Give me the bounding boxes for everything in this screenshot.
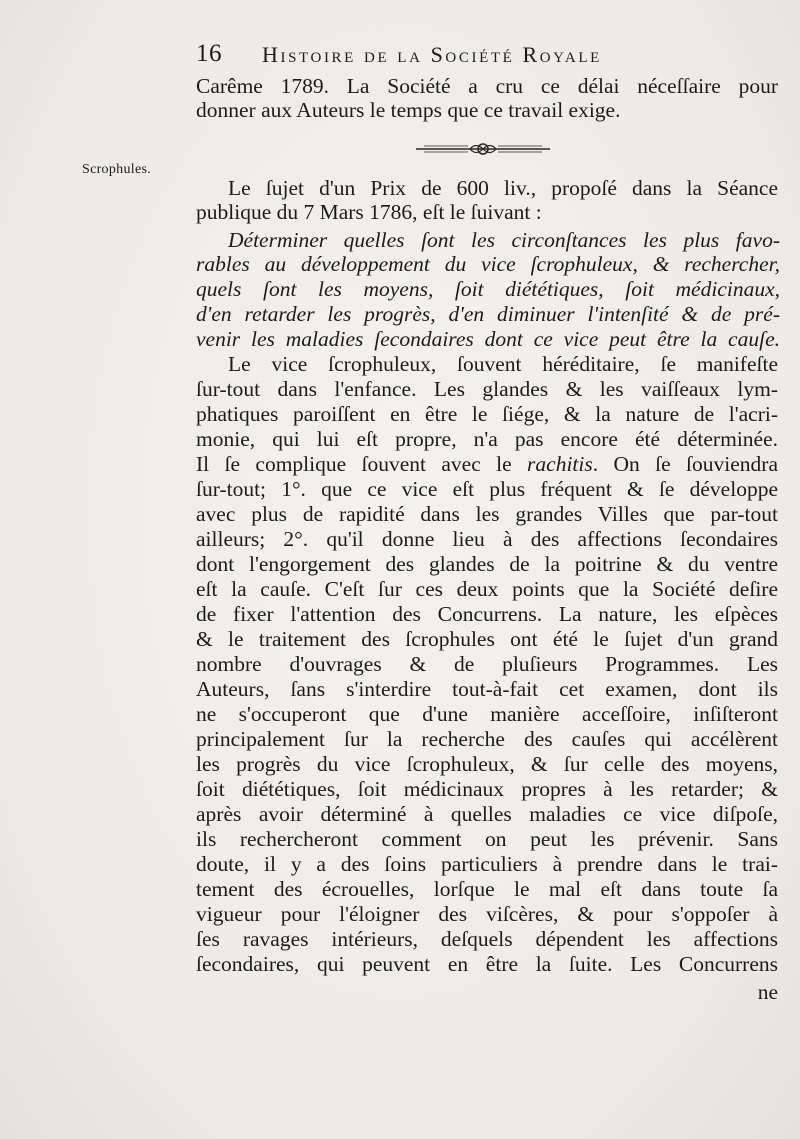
text-line: dont l'engorgement des glandes de la poitrine & du ventre bbox=[196, 552, 778, 576]
text-run: Il ſe complique ſouvent avec le bbox=[196, 452, 528, 476]
fleuron-ornament bbox=[414, 140, 552, 158]
page-number: 16 bbox=[196, 40, 222, 67]
text-line: Le ſujet d'un Prix de 600 liv., propoſé dans la Séance bbox=[228, 176, 778, 200]
page-header bbox=[196, 40, 782, 70]
text-line: ne s'occuperont que d'une manière acceſſoire, inſiſteront bbox=[196, 702, 778, 726]
text-run: . On ſe ſouviendra bbox=[592, 452, 778, 476]
text-run-italic: rachitis bbox=[527, 452, 593, 476]
text-line-mixed bbox=[196, 452, 778, 476]
text-line: principalement ſur la recherche des cauſes qui accélèrent bbox=[196, 727, 778, 751]
text-line: phatiques paroiſſent en être le ſiége, & la nature de l'acri- bbox=[196, 402, 778, 426]
text-line: monie, qui lui eſt propre, n'a pas encore été déterminée. bbox=[196, 427, 778, 451]
text-line: ſoit diététiques, ſoit médicinaux propres à les retarder; & bbox=[196, 777, 778, 801]
text-line: vigueur pour l'éloigner des viſcères, & pour s'oppoſer à bbox=[196, 902, 778, 926]
text-line-italic: rables au développement du vice ſcrophuleux, & rechercher, bbox=[196, 252, 780, 276]
catchword: ne bbox=[757, 980, 778, 1004]
text-line-italic: venir les maladies ſecondaires dont ce vice peut être la cauſe. bbox=[196, 327, 780, 351]
margin-note: Scrophules. bbox=[82, 162, 152, 177]
text-line: eſt la cauſe. C'eſt ſur ces deux points que la Société deſire bbox=[196, 577, 778, 601]
text-line: après avoir déterminé à quelles maladies ce vice diſpoſe, bbox=[196, 802, 778, 826]
text-line: les progrès du vice ſcrophuleux, & ſur celle des moyens, bbox=[196, 752, 778, 776]
text-line-italic: quels ſont les moyens, ſoit diététiques, ſoit médicinaux, bbox=[196, 277, 780, 301]
text-line: ſes ravages intérieurs, deſquels dépendent les affections bbox=[196, 927, 778, 951]
text-line: donner aux Auteurs le temps que ce travail exige. bbox=[196, 98, 621, 122]
text-line: ils rechercheront comment on peut les prévenir. Sans bbox=[196, 827, 778, 851]
running-head: Histoire de la Société Royale bbox=[262, 42, 602, 67]
text-line: tement des écrouelles, lorſque le mal eſt dans toute ſa bbox=[196, 877, 778, 901]
text-line: de fixer l'attention des Concurrens. La nature, les eſpèces bbox=[196, 602, 778, 626]
text-line: & le traitement des ſcrophules ont été le ſujet d'un grand bbox=[196, 627, 778, 651]
text-line-italic: d'en retarder les progrès, d'en diminuer l'intenſité & de pré- bbox=[196, 302, 780, 326]
text-line: ſur-tout dans l'enfance. Les glandes & les vaiſſeaux lym- bbox=[196, 377, 778, 401]
text-line: Auteurs, ſans s'interdire tout-à-fait cet examen, dont ils bbox=[196, 677, 778, 701]
text-line: Carême 1789. La Société a cru ce délai néceſſaire pour bbox=[196, 74, 778, 98]
text-line: avec plus de rapidité dans les grandes Villes que par-tout bbox=[196, 502, 778, 526]
text-line: nombre d'ouvrages & de pluſieurs Programmes. Les bbox=[196, 652, 778, 676]
text-line: doute, il y a des ſoins particuliers à prendre dans le trai- bbox=[196, 852, 778, 876]
text-line: publique du 7 Mars 1786, eſt le ſuivant : bbox=[196, 200, 542, 224]
text-line: ſur-tout; 1°. que ce vice eſt plus fréquent & ſe développe bbox=[196, 477, 778, 501]
text-line: ailleurs; 2°. qu'il donne lieu à des affections ſecondaires bbox=[196, 527, 778, 551]
text-line: Le vice ſcrophuleux, ſouvent héréditaire, ſe manifeſte bbox=[228, 352, 778, 376]
text-line-italic: Déterminer quelles ſont les circonſtances les plus favo- bbox=[228, 228, 780, 252]
text-line: ſecondaires, qui peuvent en être la ſuite. Les Concurrens bbox=[196, 952, 778, 976]
